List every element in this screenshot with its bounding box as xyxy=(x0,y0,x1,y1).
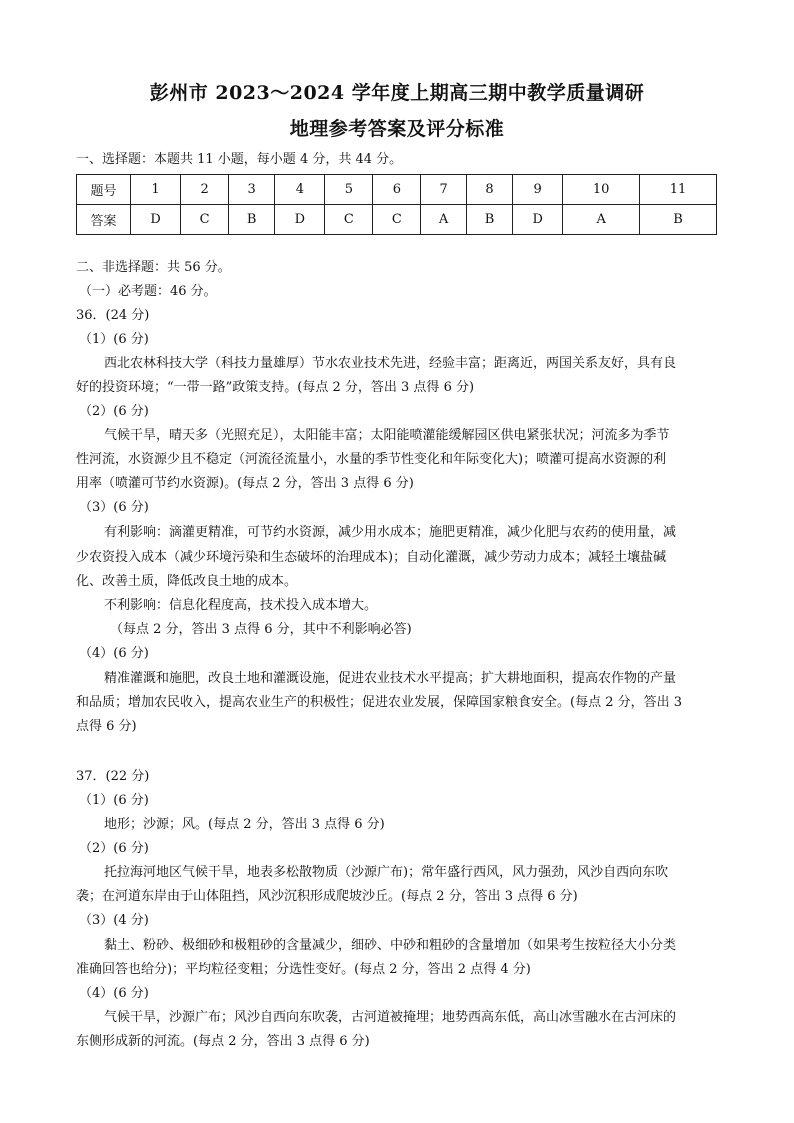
q37-part1-label: （1）(6 分) xyxy=(79,793,149,808)
table-cell: A xyxy=(563,205,640,235)
answer-text: 地形；沙源；风。(每点 2 分，答出 3 点得 6 分) xyxy=(104,817,385,832)
answer-text: 黏土、粉砂、极细砂和极粗砂的含量减少，细砂、中砂和粗砂的含量增加（如果考生按粒径大小分类 xyxy=(104,938,677,953)
answer-text: 精准灌溉和施肥，改良土地和灌溉设施，促进农业技术水平提高；扩大耕地面积，提高农作物的产量 xyxy=(104,671,677,686)
answer-text: 东侧形成新的河流。(每点 2 分，答出 3 点得 6 分) xyxy=(76,1034,370,1049)
answer-text: 和品质；增加农民收入，提高农业生产的积极性；促进农业发展，保障国家粮食安全。(每点 2 分，答出 3 xyxy=(76,695,683,710)
answer-text: 准确回答也给分)；平均粒径变粗；分选性变好。(每点 2 分，答出 2 点得 4 分) xyxy=(76,962,531,977)
table-cell: 2 xyxy=(181,175,229,205)
table-cell: 3 xyxy=(229,175,275,205)
answer-text: 西北农林科技大学（科技力量雄厚）节水农业技术先进，经验丰富；距离近，两国关系友好，具有良 xyxy=(104,356,677,371)
answer-text: 少农资投入成本（减少环境污染和生态破坏的治理成本)；自动化灌溉，减少劳动力成本；减轻土壤盐碱 xyxy=(76,550,667,565)
page-subtitle: 地理参考答案及评分标准 xyxy=(289,118,505,140)
table-row-answers xyxy=(77,205,717,235)
answer-text: 袭；在河道东岸由于山体阻挡，风沙沉积形成爬坡沙丘。(每点 2 分，答出 3 点得 6 分) xyxy=(76,889,578,904)
table-cell: 6 xyxy=(373,175,421,205)
q37-label: 37．(22 分) xyxy=(76,769,150,784)
answer-text: 用率（喷灌可节约水资源)。(每点 2 分，答出 3 点得 6 分) xyxy=(76,476,414,491)
table-cell: D xyxy=(513,205,563,235)
table-cell: C xyxy=(373,205,421,235)
section2-heading: 二、非选择题：共 56 分。 xyxy=(76,260,231,275)
q36-part3-label: （3）(6 分) xyxy=(79,500,149,515)
required-heading: （一）必考题：46 分。 xyxy=(79,284,217,299)
table-cell: 5 xyxy=(325,175,373,205)
q36-part4-label: （4）(6 分) xyxy=(79,646,149,661)
table-cell: 9 xyxy=(513,175,563,205)
q37-part2-label: （2）(6 分) xyxy=(79,841,149,856)
q37-part4-label: （4）(6 分) xyxy=(79,986,149,1001)
answer-text: 好的投资环境；“一带一路”政策支持。(每点 2 分，答出 3 点得 6 分) xyxy=(76,380,475,395)
page-title: 彭州市 2023～2024 学年度上期高三期中教学质量调研 xyxy=(149,82,645,104)
answer-text: 有利影响：滴灌更精准，可节约水资源，减少用水成本；施肥更精准，减少化肥与农药的使用量，减 xyxy=(104,525,677,540)
answer-text: 点得 6 分) xyxy=(76,719,137,734)
table-cell: A xyxy=(421,205,467,235)
table-row-numbers xyxy=(77,175,717,205)
table-cell: C xyxy=(181,205,229,235)
table-cell: 7 xyxy=(421,175,467,205)
table-cell: 1 xyxy=(131,175,181,205)
answer-text: 气候干旱，沙源广布；风沙自西向东吹袭，古河道被掩埋；地势西高东低，高山冰雪融水在古河床的 xyxy=(104,1010,677,1025)
table-cell: B xyxy=(466,205,512,235)
table-cell: D xyxy=(275,205,325,235)
table-header-cell: 答案 xyxy=(77,205,131,235)
table-cell: 4 xyxy=(275,175,325,205)
q37-part3-label: （3）(4 分) xyxy=(79,913,149,928)
table-cell: B xyxy=(229,205,275,235)
answer-text: 性河流，水资源少且不稳定（河流径流量小，水量的季节性变化和年际变化大)；喷灌可提高水资源的利 xyxy=(76,452,667,467)
scoring-note: （每点 2 分，答出 3 点得 6 分，其中不利影响必答) xyxy=(110,622,412,637)
table-cell: 11 xyxy=(640,175,717,205)
table-cell: B xyxy=(640,205,717,235)
table-cell: 10 xyxy=(563,175,640,205)
q36-label: 36．(24 分) xyxy=(76,308,150,323)
answer-text: 化、改善土质，降低改良土地的成本。 xyxy=(76,574,298,589)
q36-part1-label: （1）(6 分) xyxy=(79,332,149,347)
section1-heading: 一、选择题：本题共 11 小题，每小题 4 分，共 44 分。 xyxy=(76,152,403,167)
table-header-cell: 题号 xyxy=(77,175,131,205)
answer-table xyxy=(76,174,717,235)
answer-text: 托拉海河地区气候干旱，地表多松散物质（沙源广布)；常年盛行西风，风力强劲，风沙自西向东吹 xyxy=(104,865,669,880)
answer-text: 气候干旱，晴天多（光照充足），太阳能丰富；太阳能喷灌能缓解园区供电紧张状况；河流多为季节 xyxy=(104,428,670,443)
table-cell: D xyxy=(131,205,181,235)
table-cell: 8 xyxy=(466,175,512,205)
table-cell: C xyxy=(325,205,373,235)
answer-text: 不利影响：信息化程度高，技术投入成本增大。 xyxy=(104,598,378,613)
q36-part2-label: （2）(6 分) xyxy=(79,404,149,419)
